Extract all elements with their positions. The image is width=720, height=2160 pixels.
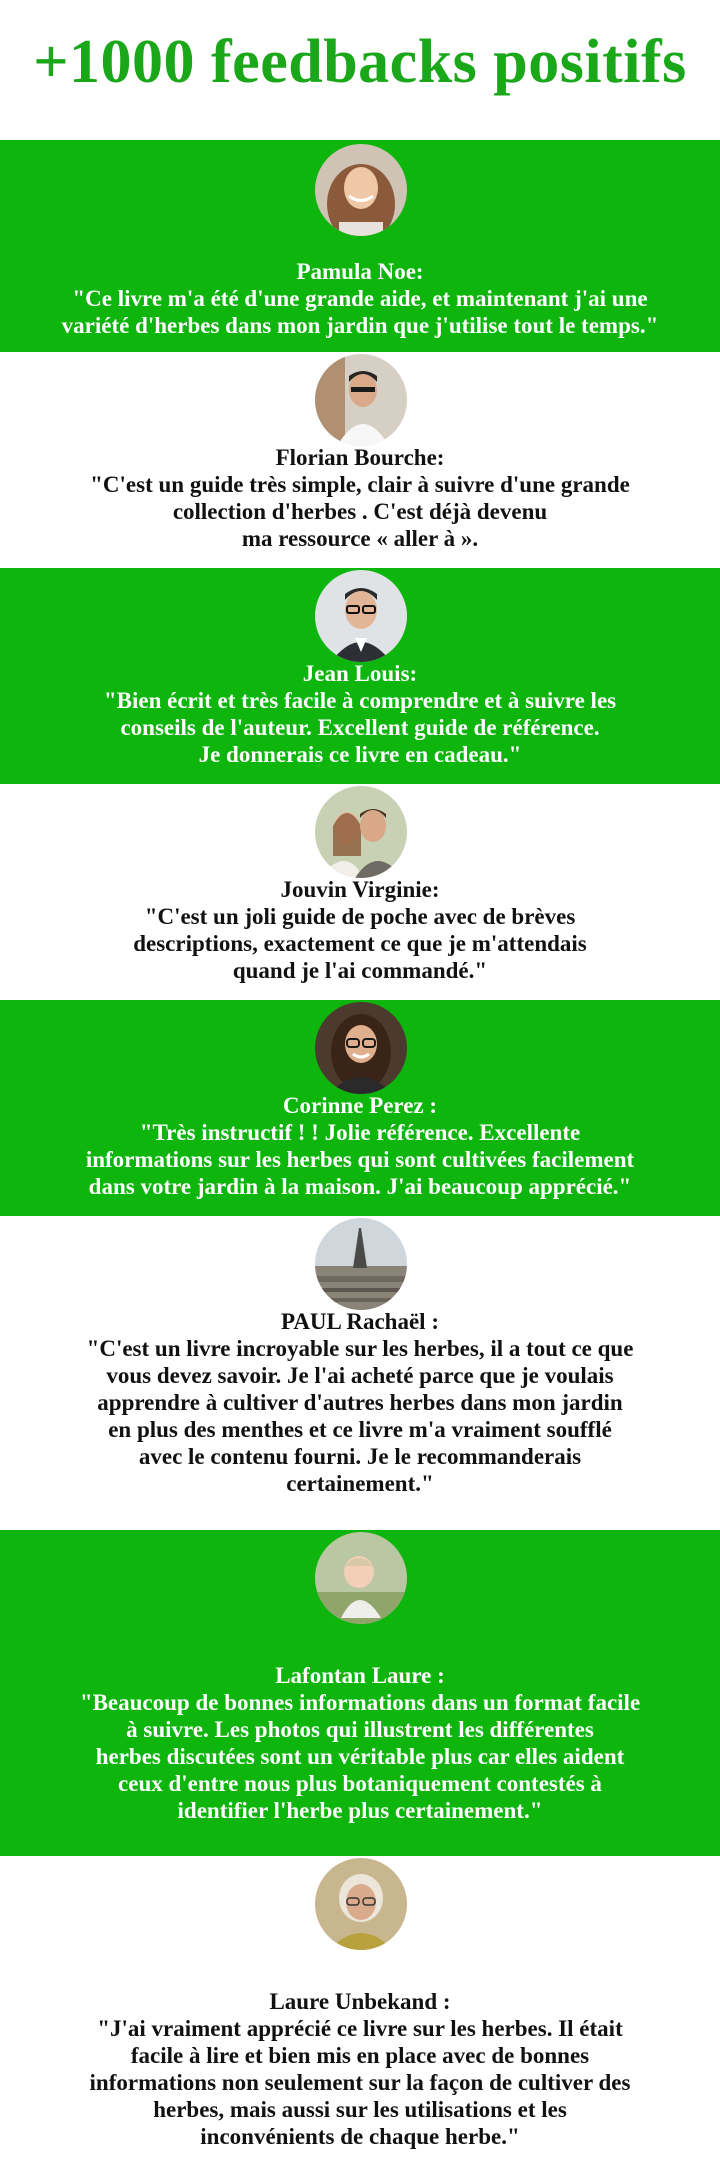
- testimonial-quote-line: Je donnerais ce livre en cadeau.": [198, 742, 522, 767]
- testimonial-card: [0, 1216, 720, 1530]
- couple-portrait-icon: [315, 786, 407, 878]
- testimonial-quote-line: "C'est un livre incroyable sur les herbes, il a tout ce que: [86, 1336, 634, 1361]
- testimonial-quote-line: "J'ai vraiment apprécié ce livre sur les herbes. Il était: [97, 2016, 623, 2041]
- testimonial-quote-line: "Ce livre m'a été d'une grande aide, et maintenant j'ai une: [72, 286, 648, 311]
- testimonial-quote-line: "C'est un guide très simple, clair à suivre d'une grande: [90, 472, 630, 497]
- testimonial-author: Lafontan Laure :: [275, 1663, 445, 1688]
- testimonial-quote-line: dans votre jardin à la maison. J'ai beaucoup apprécié.": [88, 1174, 632, 1199]
- testimonial-card: [0, 140, 720, 352]
- testimonial-quote-line: ma ressource « aller à ».: [241, 526, 479, 551]
- testimonial-quote-line: à suivre. Les photos qui illustrent les différentes: [126, 1717, 594, 1742]
- elderly-woman-portrait-icon: [315, 1858, 407, 1950]
- woman-portrait-icon: [315, 144, 407, 236]
- testimonial-quote-line: facile à lire et bien mis en place avec de bonnes: [130, 2043, 590, 2068]
- testimonial-author: Jean Louis:: [302, 661, 418, 686]
- baby-portrait-icon: [315, 1532, 407, 1624]
- testimonial-quote-line: avec le contenu fourni. Je le recommanderais: [138, 1444, 582, 1469]
- testimonial-quote-line: "Beaucoup de bonnes informations dans un format facile: [79, 1690, 641, 1715]
- testimonial-author: Corinne Perez :: [282, 1093, 438, 1118]
- woman-glasses-portrait-icon: [315, 1002, 407, 1094]
- testimonial-quote-line: ceux d'entre nous plus botaniquement contestés à: [118, 1771, 602, 1796]
- testimonial-quote-line: vous devez savoir. Je l'ai acheté parce que je voulais: [106, 1363, 614, 1388]
- testimonial-quote-line: inconvénients de chaque herbe.": [200, 2124, 520, 2149]
- testimonial-quote-line: variété d'herbes dans mon jardin que j'utilise tout le temps.": [61, 313, 659, 338]
- testimonial-author: Jouvin Virginie:: [280, 877, 440, 902]
- testimonial-card: [0, 352, 720, 568]
- testimonial-card: [0, 568, 720, 784]
- testimonial-author: Florian Bourche:: [275, 445, 445, 470]
- man-glasses-portrait-icon: [315, 570, 407, 662]
- testimonial-quote-line: herbes, mais aussi sur les utilisations et les: [153, 2097, 567, 2122]
- testimonial-author: PAUL Rachaël :: [280, 1309, 439, 1334]
- testimonial-quote-line: en plus des menthes et ce livre m'a vraiment soufflé: [108, 1417, 612, 1442]
- testimonial-quote-line: certainement.": [286, 1471, 434, 1496]
- testimonial-quote-line: informations non seulement sur la façon de cultiver des: [89, 2070, 631, 2095]
- testimonial-quote-line: "C'est un joli guide de poche avec de brèves: [144, 904, 576, 929]
- city-skyline-icon: [315, 1218, 407, 1310]
- man-portrait-icon: [315, 354, 407, 446]
- testimonial-quote-line: quand je l'ai commandé.": [232, 958, 488, 983]
- testimonial-quote-line: "Très instructif ! ! Jolie référence. Excellente: [139, 1120, 581, 1145]
- testimonial-quote-line: herbes discutées sont un véritable plus car elles aident: [95, 1744, 625, 1769]
- testimonial-card: [0, 784, 720, 1000]
- testimonial-card: [0, 1000, 720, 1216]
- testimonial-card: [0, 1856, 720, 2160]
- testimonial-quote-line: identifier l'herbe plus certainement.": [177, 1798, 543, 1823]
- testimonial-author: Laure Unbekand :: [269, 1989, 451, 2014]
- testimonial-author: Pamula Noe:: [296, 259, 424, 284]
- testimonial-card: [0, 1530, 720, 1856]
- testimonial-quote-line: apprendre à cultiver d'autres herbes dans mon jardin: [97, 1390, 623, 1415]
- testimonial-quote-line: conseils de l'auteur. Excellent guide de référence.: [120, 715, 600, 740]
- testimonial-quote-line: informations sur les herbes qui sont cultivées facilement: [85, 1147, 635, 1172]
- testimonial-quote-line: "Bien écrit et très facile à comprendre et à suivre les: [103, 688, 617, 713]
- page-title: +1000 feedbacks positifs: [33, 28, 687, 96]
- testimonial-quote-line: collection d'herbes . C'est déjà devenu: [172, 499, 548, 524]
- testimonial-quote-line: descriptions, exactement ce que je m'attendais: [133, 931, 587, 956]
